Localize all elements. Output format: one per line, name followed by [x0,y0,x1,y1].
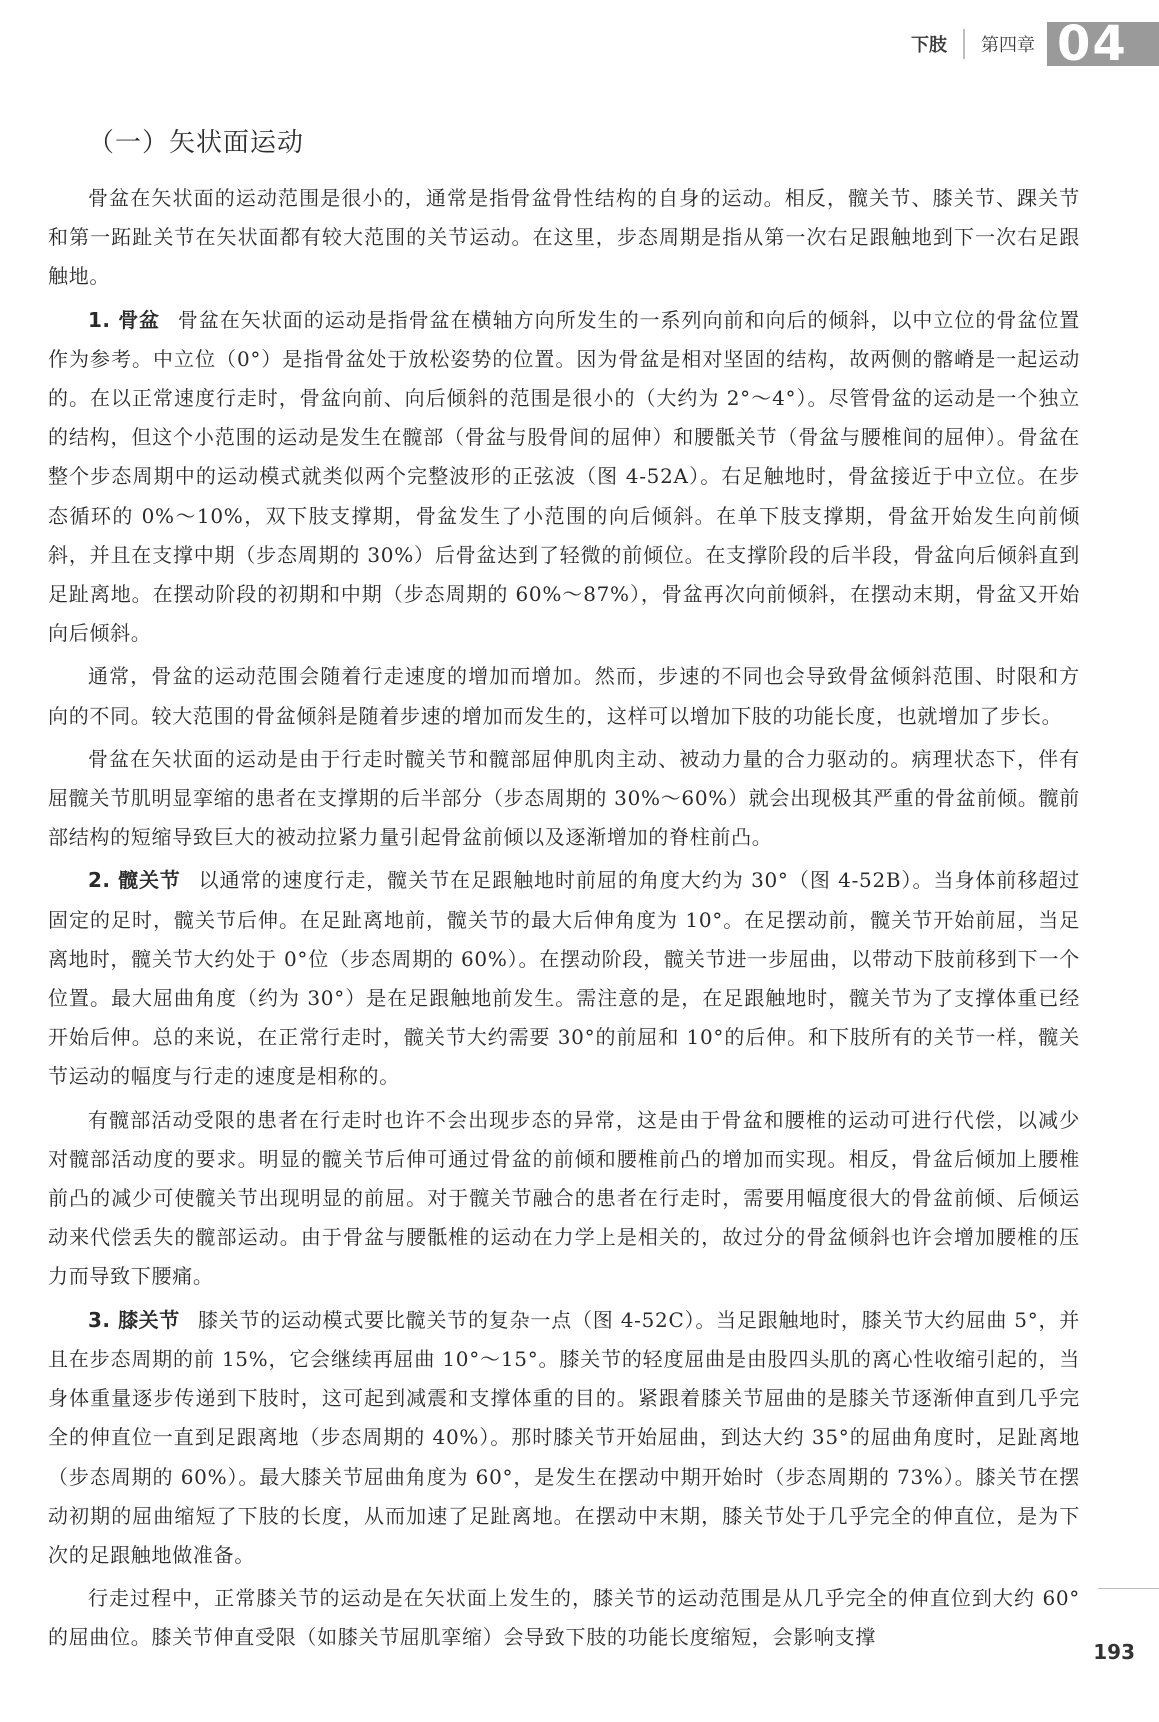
subsection-heading: 2. 髋关节 [88,868,181,893]
subsection-heading: 3. 膝关节 [88,1307,180,1332]
paragraph-text: 膝关节的运动模式要比髋关节的复杂一点（图 4-52C）。当足跟触地时，膝关节大约屈曲 5°，并且在步态周期的前 15%，它会继续再屈曲 10°～15°。膝关节的轻度屈曲是由股四头肌的离心性收缩引起的，当身体重量逐步传递到下肢时，这可起到减震和支撑体重的目的。紧跟着膝关节屈曲的是膝关节逐渐伸直到几乎完全的伸直位一直到足跟离地（步态周期的 40%）。那时膝关节开始屈曲，到达大约 35°的屈曲角度时，足趾离地（步态周期的 60%）。最大膝关节屈曲角度为 60°，是发生在摆动中期开始时（步态周期的 73%）。膝关节在摆动初期的屈曲缩短了下肢的长度，从而加速了足趾离地。在摆动中末期，膝关节处于几乎完全的伸直位，是为下次的足跟触地做准备。 [48,1307,1080,1567]
paragraph [48,179,1080,297]
paragraph-text: 骨盆在矢状面的运动是由于行走时髋关节和髋部屈伸肌肉主动、被动力量的合力驱动的。病理状态下，伴有屈髋关节肌明显挛缩的患者在支撑期的后半部分（步态周期的 30%～60%）就会出现极其严重的骨盆前倾。髋前部结构的短缩导致巨大的被动拉紧力量引起骨盆前倾以及逐渐增加的脊柱前凸。 [48,746,1080,850]
paragraph [48,1101,1080,1297]
section-title: （一）矢状面运动 [88,128,305,158]
header-part-title: 下肢 [911,35,947,56]
paragraph-text: 骨盆在矢状面的运动是指骨盆在横轴方向所发生的一系列向前和向后的倾斜，以中立位的骨盆位置作为参考。中立位（0°）是指骨盆处于放松姿势的位置。因为骨盆是相对坚固的结构，故两侧的髂嵴是一起运动的。在以正常速度行走时，骨盆向前、向后倾斜的范围是很小的（大约为 2°～4°）。尽管骨盆的运动是一个独立的结构，但这个小范围的运动是发生在髋部（骨盆与股骨间的屈伸）和腰骶关节（骨盆与腰椎间的屈伸）。骨盆在整个步态周期中的运动模式就类似两个完整波形的正弦波（图 4-52A）。右足触地时，骨盆接近于中立位。在步态循环的 0%～10%，双下肢支撑期，骨盆发生了小范围的向后倾斜。在单下肢支撑期，骨盆开始发生向前倾斜，并且在支撑中期（步态周期的 30%）后骨盆达到了轻微的前倾位。在支撑阶段的后半段，骨盆向后倾斜直到足趾离地。在摆动阶段的初期和中期（步态周期的 60%～87%），骨盆再次向前倾斜，在摆动末期，骨盆又开始向后倾斜。 [48,307,1080,646]
paragraph-text: 骨盆在矢状面的运动范围是很小的，通常是指骨盆骨性结构的自身的运动。相反，髋关节、膝关节、踝关节和第一跖趾关节在矢状面都有较大范围的关节运动。在这里，步态周期是指从第一次右足跟触地到下一次右足跟触地。 [48,186,1080,289]
paragraph [48,1579,1080,1657]
footer-rule [1098,1588,1159,1589]
header-chapter-label: 第四章 [981,35,1035,56]
page-body [48,122,1080,1662]
paragraph [48,740,1080,858]
paragraph-text: 行走过程中，正常膝关节的运动是在矢状面上发生的，膝关节的运动范围是从几乎完全的伸直位到大约 60°的屈曲位。膝关节伸直受限（如膝关节屈肌挛缩）会导致下肢的功能长度缩短，会影响支撑 [48,1586,1080,1650]
paragraph [48,657,1080,735]
subsection-heading: 1. 骨盆 [88,307,160,332]
paragraph-text: 通常，骨盆的运动范围会随着行走速度的增加而增加。然而，步速的不同也会导致骨盆倾斜范围、时限和方向的不同。较大范围的骨盆倾斜是随着步速的增加而发生的，这样可以增加下肢的功能长度，也就增加了步长。 [48,664,1080,728]
running-header [911,16,1159,72]
page-number: 193 [1093,1640,1135,1664]
paragraph-text: 有髋部活动受限的患者在行走时也许不会出现步态的异常，这是由于骨盆和腰椎的运动可进行代偿，以减少对髋部活动度的要求。明显的髋关节后伸可通过骨盆的前倾和腰椎前凸的增加而实现。相反，骨盆后倾加上腰椎前凸的减少可使髋关节出现明显的前屈。对于髋关节融合的患者在行走时，需要用幅度很大的骨盆前倾、后倾运动来代偿丢失的髋部运动。由于骨盆与腰骶椎的运动在力学上是相关的，故过分的骨盆倾斜也许会增加腰椎的压力而导致下腰痛。 [48,1107,1080,1289]
paragraph [48,861,1080,1096]
paragraph [48,1301,1080,1575]
paragraph [48,301,1080,654]
header-chapter-number: 04 [1047,22,1159,66]
header-divider [963,29,965,59]
paragraph-text: 以通常的速度行走，髋关节在足跟触地时前屈的角度大约为 30°（图 4-52B）。当身体前移超过固定的足时，髋关节后伸。在足趾离地前，髋关节的最大后伸角度为 10°。在足摆动前，髋关节开始前屈，当足离地时，髋关节大约处于 0°位（步态周期的 60%）。在摆动阶段，髋关节进一步屈曲，以带动下肢前移到下一个位置。最大屈曲角度（约为 30°）是在足跟触地前发生。需注意的是，在足跟触地时，髋关节为了支撑体重已经开始后伸。总的来说，在正常行走时，髋关节大约需要 30°的前屈和 10°的后伸。和下肢所有的关节一样，髋关节运动的幅度与行走的速度是相称的。 [48,868,1080,1089]
